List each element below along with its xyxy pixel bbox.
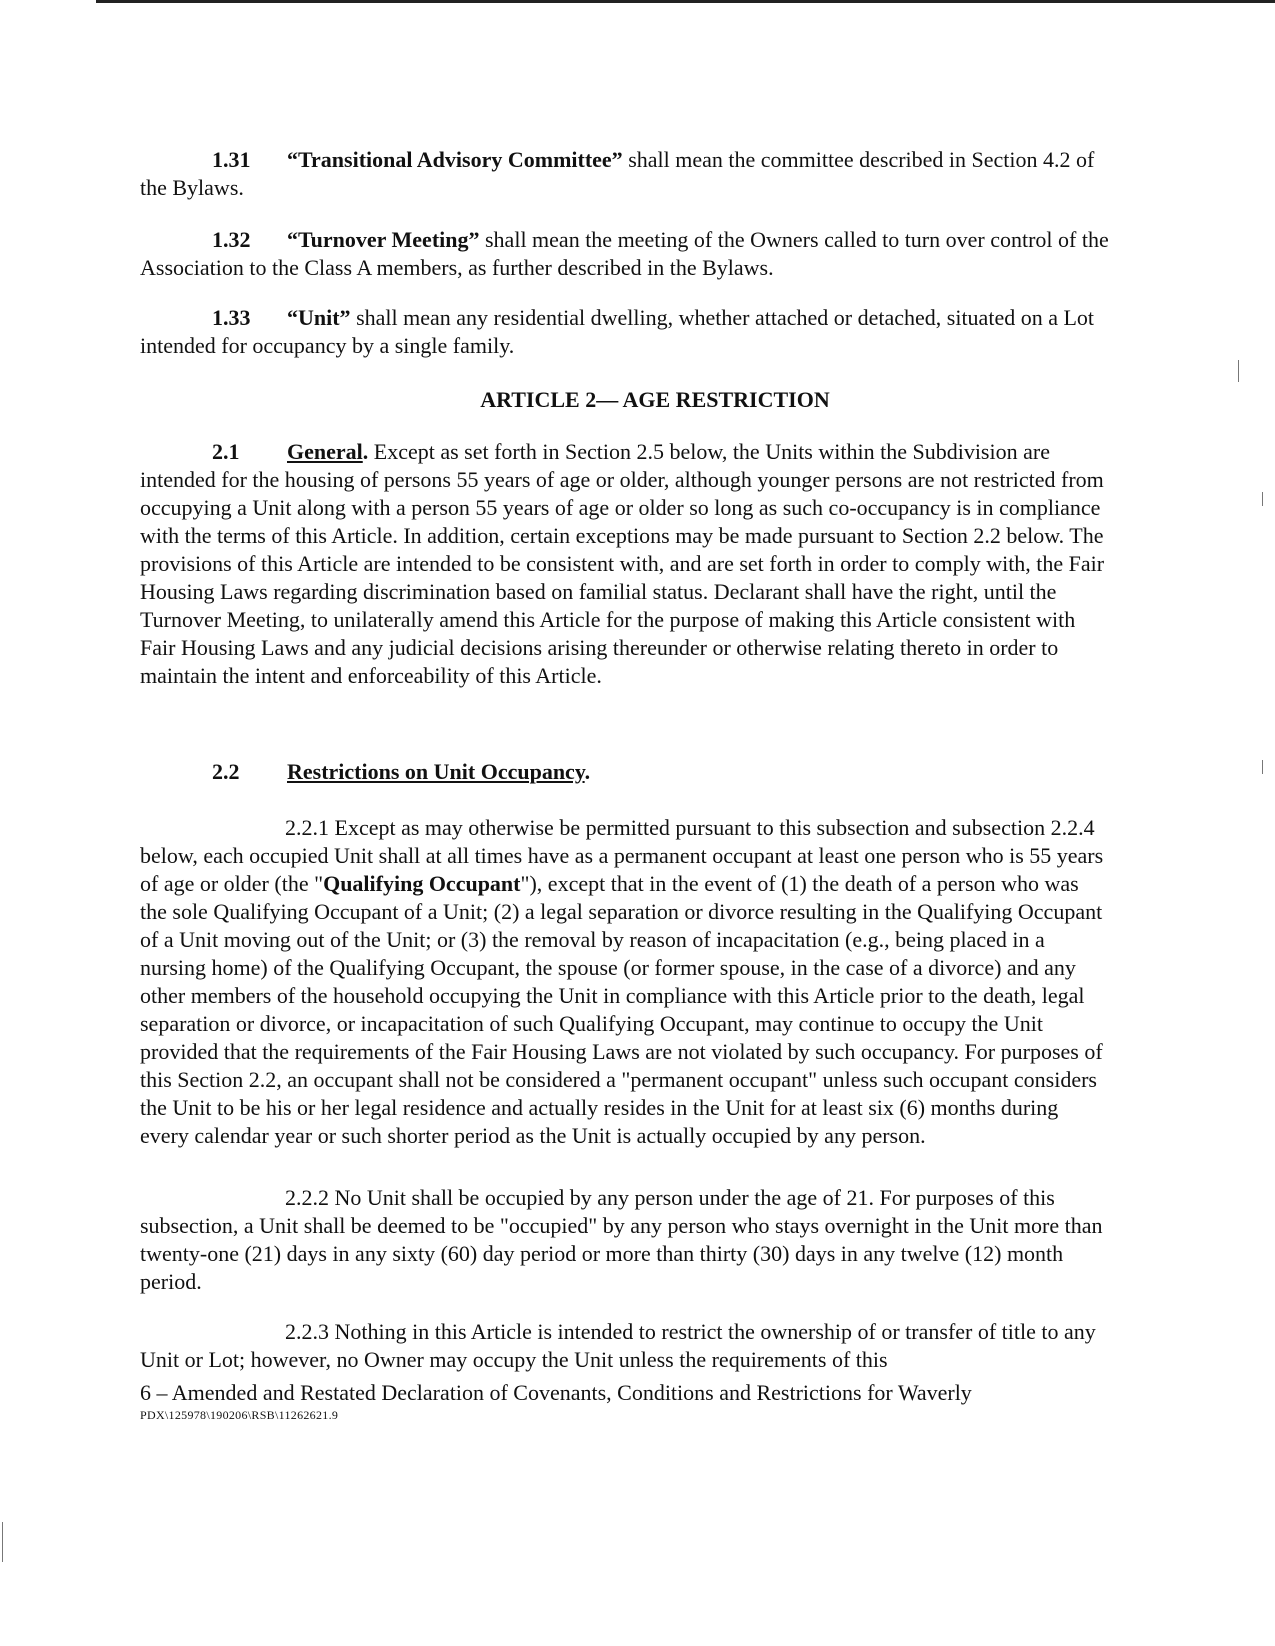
definition-term: “Unit” — [287, 305, 351, 330]
section-number: 2.1 — [212, 439, 240, 464]
definition-text: shall mean any residential dwelling, whether attached or detached, situated on a Lot intended for occupancy by a single family. — [140, 305, 1095, 358]
definition-number: 1.31 — [212, 147, 251, 172]
subsection-text-cont: "), except that in the event of (1) the death of a person who was the sole Qualifying Occupant of a Unit; (2) a legal separation or divorce resulting in the Qualifying Occupant of a Unit moving out of the Unit; or (3) the removal by reason of incapacitation (e.g., being placed in a nursing home) of the Qualifying Occupant, the spouse (or former spouse, in the case of a divorce) and any other members of the household occupying the Unit in compliance with this Article prior to the death, legal separation or divorce, or incapacitation of such Qualifying Occupant, may continue to occupy the Unit provided that the requirements of the Fair Housing Laws are not violated by such occupancy. For purposes of this Section 2.2, an occupant shall not be considered a "permanent occupant" unless such occupant considers the Unit to be his or her legal residence and actually resides in the Unit for at least six (6) months during every calendar year or such shorter period as the Unit is actually occupied by any person. — [140, 871, 1103, 1148]
margin-mark — [1238, 360, 1239, 382]
section-2-1 — [140, 438, 1110, 690]
section-number: 2.2 — [212, 759, 240, 784]
section-title-period: . — [584, 759, 591, 784]
section-text: Except as set forth in Section 2.5 below, the Units within the Subdivision are intended for the housing of persons 55 years of age or older, although younger persons are not restricted from occupying a Unit along with a person 55 years of age or older so long as such co-occupancy is in compliance with the terms of this Article. In addition, certain exceptions may be made pursuant to Section 2.2 below. The provisions of this Article are intended to be consistent with, and are set forth in order to comply with, the Fair Housing Laws regarding discrimination based on familial status. Declarant shall have the right, until the Turnover Meeting, to unilaterally amend this Article for the purpose of making this Article consistent with Fair Housing Laws and any judicial decisions arising thereunder or otherwise relating thereto in order to maintain the intent and enforceability of this Article. — [140, 439, 1105, 688]
margin-mark — [1262, 492, 1263, 506]
definition-number: 1.32 — [212, 227, 251, 252]
section-title: Restrictions on Unit Occupancy — [287, 759, 585, 784]
margin-mark — [1262, 760, 1263, 774]
definition-term: “Turnover Meeting” — [287, 227, 480, 252]
section-title: General — [287, 439, 363, 464]
subsection-2-2-1 — [140, 814, 1110, 1150]
subsection-text: 2.2.3 Nothing in this Article is intended to restrict the ownership of or transfer of title to any Unit or Lot; however, no Owner may occupy the Unit unless the requirements of this — [140, 1319, 1096, 1372]
footer-document-code: PDX\125978\190206\RSB\11262621.9 — [140, 1408, 339, 1422]
definition-term: “Transitional Advisory Committee” — [287, 147, 623, 172]
definition-1-33 — [140, 304, 1110, 360]
footer-title: 6 – Amended and Restated Declaration of Covenants, Conditions and Restrictions for Waverly — [140, 1380, 972, 1405]
definition-1-32 — [140, 226, 1110, 282]
definition-1-31 — [140, 146, 1110, 202]
subsection-2-2-2 — [140, 1184, 1110, 1296]
subsection-text: 2.2.1 Except as may otherwise be permitted pursuant to this subsection and subsection 2.2.4 below, each occupied Unit shall at all times have as a permanent occupant at least one person who is 55 years of age or older (the " — [140, 815, 1104, 896]
top-border-rule — [96, 0, 1275, 3]
defined-term-qualifying-occupant: Qualifying Occupant — [323, 871, 521, 896]
subsection-2-2-3 — [140, 1318, 1110, 1374]
section-title-period: . — [362, 439, 369, 464]
definition-number: 1.33 — [212, 305, 251, 330]
section-2-2-heading — [140, 758, 1110, 786]
subsection-text: 2.2.2 No Unit shall be occupied by any person under the age of 21. For purposes of this subsection, a Unit shall be deemed to be "occupied" by any person who stays overnight in the Unit more than twenty-one (21) days in any sixty (60) day period or more than thirty (30) days in any twelve (12) month period. — [140, 1185, 1103, 1294]
margin-mark — [2, 1522, 3, 1562]
definition-text: shall mean the meeting of the Owners called to turn over control of the Association to the Class A members, as further described in the Bylaws. — [140, 227, 1109, 280]
article-heading: ARTICLE 2— AGE RESTRICTION — [480, 387, 830, 412]
definition-text: shall mean the committee described in Section 4.2 of the Bylaws. — [140, 147, 1095, 200]
